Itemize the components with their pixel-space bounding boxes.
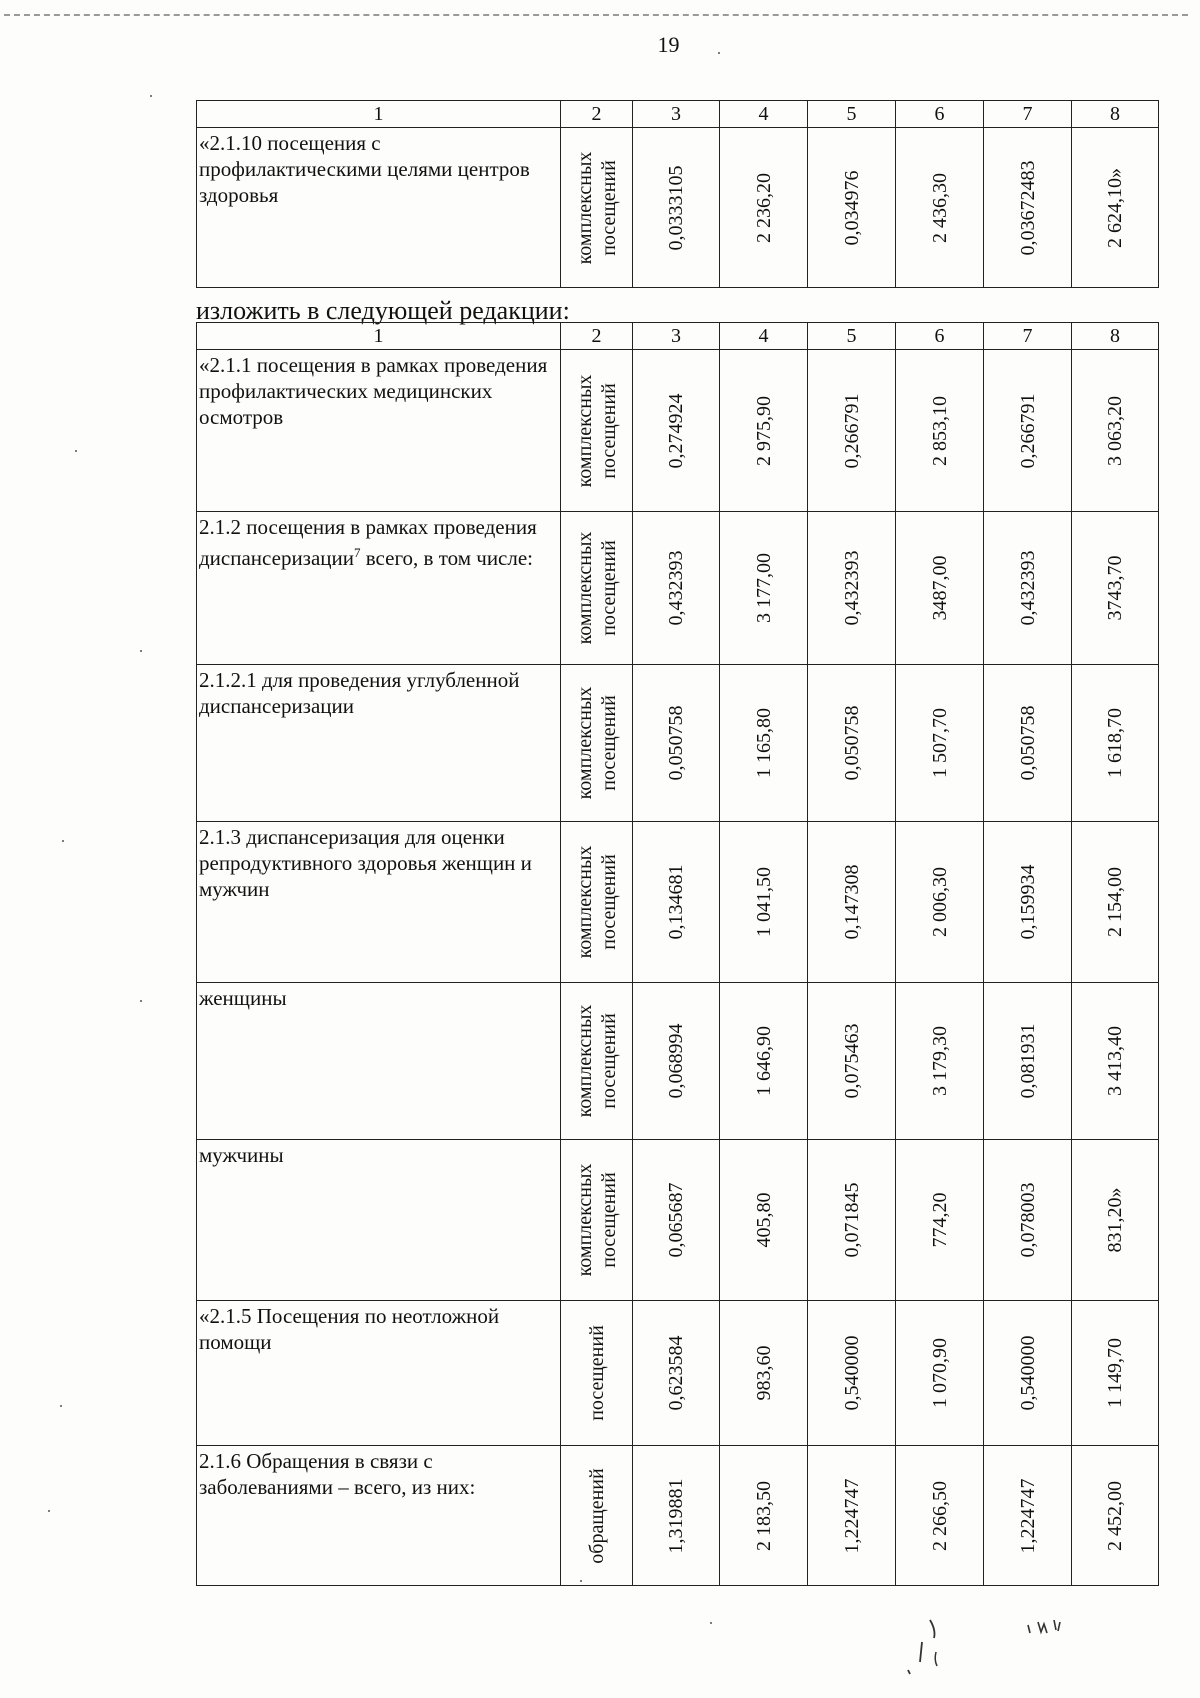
value-text: 0,540000 xyxy=(1016,1335,1039,1411)
value-cell xyxy=(633,822,720,983)
value-cell xyxy=(984,983,1072,1140)
header-cell: 1 xyxy=(197,323,561,350)
unit-cell xyxy=(561,1446,633,1586)
value-cell xyxy=(984,1301,1072,1446)
header-cell: 4 xyxy=(720,101,808,128)
unit-label: посещений xyxy=(585,1325,608,1421)
value-text: 0,034976 xyxy=(840,170,863,245)
value-cell xyxy=(720,822,808,983)
unit-cell xyxy=(561,1301,633,1446)
scan-speck xyxy=(48,1510,50,1512)
value-text: 0,159934 xyxy=(1016,864,1039,940)
scan-speck xyxy=(140,1000,142,1002)
scan-speck xyxy=(580,1580,582,1582)
value-text: 2 452,00 xyxy=(1104,1480,1126,1551)
header-cell: 7 xyxy=(984,323,1072,350)
value-cell xyxy=(633,128,720,288)
value-cell xyxy=(1072,822,1159,983)
unit-label: комплексных посещений xyxy=(573,531,620,645)
unit-label: комплексных посещений xyxy=(573,151,620,264)
value-cell xyxy=(808,1140,896,1301)
row-name: женщины xyxy=(197,983,561,1140)
value-cell xyxy=(633,665,720,822)
unit-cell xyxy=(561,350,633,512)
row-name-tail: всего, в том числе: xyxy=(360,546,534,570)
value-text: 2 853,10 xyxy=(928,395,951,466)
table-row xyxy=(197,512,1159,665)
value-cell xyxy=(896,665,984,822)
value-cell xyxy=(984,1140,1072,1301)
value-cell xyxy=(896,1446,984,1586)
new-table-header-row xyxy=(197,323,1159,350)
value-text: 1 070,90 xyxy=(928,1338,951,1408)
value-cell xyxy=(984,665,1072,822)
value-text: 0,050758 xyxy=(665,705,687,781)
value-text: 2 236,20 xyxy=(752,172,775,243)
value-text: 3 413,40 xyxy=(1104,1026,1126,1096)
value-cell xyxy=(1072,128,1159,288)
value-text: 0,540000 xyxy=(840,1335,863,1411)
header-cell: 6 xyxy=(896,101,984,128)
footnote-marker: 7 xyxy=(354,545,361,560)
value-cell xyxy=(633,1140,720,1301)
header-cell: 8 xyxy=(1072,101,1159,128)
value-text: 0,075463 xyxy=(840,1023,863,1099)
row-name: 2.1.3 диспансеризация для оценки репродуктивного здоровья женщин и мужчин xyxy=(197,822,561,983)
value-cell xyxy=(808,665,896,822)
value-cell xyxy=(984,822,1072,983)
value-text: 0,03672483 xyxy=(1016,160,1039,255)
value-cell xyxy=(633,1446,720,1586)
value-text: 0,266791 xyxy=(1016,393,1039,468)
scan-speck xyxy=(62,840,64,842)
header-cell: 3 xyxy=(633,323,720,350)
value-cell xyxy=(633,1301,720,1446)
value-text: 0,050758 xyxy=(840,705,863,781)
value-cell xyxy=(720,665,808,822)
row-name: 2.1.6 Обращения в связи с заболеваниями – всего, из них: xyxy=(197,1446,561,1586)
value-cell xyxy=(896,822,984,983)
value-text: 0,274924 xyxy=(665,393,687,468)
value-text: 0,065687 xyxy=(665,1182,687,1258)
header-cell: 7 xyxy=(984,101,1072,128)
value-cell xyxy=(720,1446,808,1586)
header-cell: 5 xyxy=(808,101,896,128)
header-cell: 4 xyxy=(720,323,808,350)
table-row xyxy=(197,983,1159,1140)
value-text: 2 436,30 xyxy=(928,172,951,243)
table-row xyxy=(197,1301,1159,1446)
value-text: 0,432393 xyxy=(1016,550,1039,626)
value-cell xyxy=(896,350,984,512)
scan-speck xyxy=(60,1405,62,1407)
value-cell xyxy=(720,1140,808,1301)
header-cell: 3 xyxy=(633,101,720,128)
value-text: 1,224747 xyxy=(1016,1478,1039,1553)
row-name: «2.1.1 посещения в рамках проведения профилактических медицинских осмотров xyxy=(197,350,561,512)
scan-speck xyxy=(140,650,142,652)
unit-cell xyxy=(561,128,633,288)
scan-speck xyxy=(710,1622,712,1624)
value-cell xyxy=(1072,1446,1159,1586)
value-cell xyxy=(1072,512,1159,665)
header-cell: 5 xyxy=(808,323,896,350)
value-text: 0,432393 xyxy=(840,550,863,626)
unit-cell xyxy=(561,822,633,983)
page-top-border xyxy=(4,14,1188,16)
value-text: 2 006,30 xyxy=(928,867,951,937)
new-table xyxy=(196,322,1159,1586)
page-number: 19 xyxy=(657,32,680,57)
header-cell: 8 xyxy=(1072,323,1159,350)
value-text: 0,050758 xyxy=(1016,705,1039,781)
table-row xyxy=(197,665,1159,822)
value-text: 1 149,70 xyxy=(1104,1338,1126,1408)
value-text: 2 624,10» xyxy=(1104,167,1126,248)
value-cell xyxy=(808,512,896,665)
unit-label: комплексных посещений xyxy=(573,845,620,959)
value-text: 831,20» xyxy=(1104,1187,1126,1253)
value-text: 1 646,90 xyxy=(752,1026,775,1096)
value-text: 0,266791 xyxy=(840,393,863,468)
value-cell xyxy=(896,128,984,288)
value-text: 1 507,70 xyxy=(928,708,951,778)
value-cell xyxy=(896,1301,984,1446)
row-name: «2.1.5 Посещения по неотложной помощи xyxy=(197,1301,561,1446)
value-text: 0,081931 xyxy=(1016,1023,1039,1099)
value-text: 983,60 xyxy=(752,1345,775,1401)
row-name xyxy=(197,512,561,665)
value-cell xyxy=(808,350,896,512)
value-text: 3743,70 xyxy=(1104,555,1126,621)
value-cell xyxy=(984,128,1072,288)
value-cell xyxy=(896,1140,984,1301)
unit-label: комплексных посещений xyxy=(573,374,620,487)
value-text: 0,0333105 xyxy=(665,165,687,250)
value-cell xyxy=(984,350,1072,512)
value-text: 0,432393 xyxy=(665,550,687,626)
value-cell xyxy=(984,1446,1072,1586)
scan-speck xyxy=(718,52,720,54)
table-row xyxy=(197,350,1159,512)
old-table-header-row xyxy=(197,101,1159,128)
unit-cell xyxy=(561,1140,633,1301)
table-row xyxy=(197,1446,1159,1586)
value-text: 2 183,50 xyxy=(752,1480,775,1551)
value-text: 1,319881 xyxy=(665,1478,687,1553)
header-cell: 1 xyxy=(197,101,561,128)
value-text: 1,224747 xyxy=(840,1478,863,1553)
value-text: 0,623584 xyxy=(665,1335,687,1411)
row-name: «2.1.10 посещения с профилактическими целями центров здоровья xyxy=(197,128,561,288)
row-name: 2.1.2.1 для проведения углубленной диспансеризации xyxy=(197,665,561,822)
value-cell xyxy=(808,983,896,1140)
value-text: 2 154,00 xyxy=(1104,867,1126,937)
header-cell: 2 xyxy=(561,101,633,128)
value-text: 0,068994 xyxy=(665,1023,687,1099)
table-row xyxy=(197,128,1159,288)
value-text: 0,071845 xyxy=(840,1182,863,1258)
row-name: мужчины xyxy=(197,1140,561,1301)
value-cell xyxy=(720,1301,808,1446)
value-cell xyxy=(633,350,720,512)
value-text: 2 266,50 xyxy=(928,1480,951,1551)
header-cell: 6 xyxy=(896,323,984,350)
unit-label: комплексных посещений xyxy=(573,686,620,800)
scan-speck xyxy=(150,95,152,97)
value-cell xyxy=(720,512,808,665)
value-text: 1 165,80 xyxy=(752,708,775,778)
value-text: 1 041,50 xyxy=(752,867,775,937)
value-cell xyxy=(1072,1301,1159,1446)
value-cell xyxy=(1072,350,1159,512)
value-cell xyxy=(808,1446,896,1586)
value-text: 3 063,20 xyxy=(1104,395,1126,466)
value-text: 3487,00 xyxy=(928,555,951,621)
table-row xyxy=(197,1140,1159,1301)
value-text: 1 618,70 xyxy=(1104,708,1126,778)
value-text: 0,147308 xyxy=(840,864,863,940)
value-cell xyxy=(1072,983,1159,1140)
unit-label: обращений xyxy=(585,1467,608,1564)
value-cell xyxy=(896,983,984,1140)
unit-label: комплексных посещений xyxy=(573,1004,620,1118)
scan-speck xyxy=(75,450,77,452)
handwritten-initials xyxy=(900,1600,1140,1690)
value-text: 0,078003 xyxy=(1016,1182,1039,1258)
table-row xyxy=(197,822,1159,983)
unit-cell xyxy=(561,665,633,822)
value-text: 3 177,00 xyxy=(752,553,775,623)
value-cell xyxy=(1072,1140,1159,1301)
value-text: 0,134681 xyxy=(665,864,687,940)
row-name-text: 2.1.2 посещения в рамках проведения диспансеризации xyxy=(199,515,537,570)
value-cell xyxy=(720,350,808,512)
unit-cell xyxy=(561,983,633,1140)
redaction-instruction: изложить в следующей редакции: xyxy=(196,296,570,325)
value-cell xyxy=(984,512,1072,665)
value-cell xyxy=(808,1301,896,1446)
value-text: 2 975,90 xyxy=(752,395,775,466)
old-table xyxy=(196,100,1159,288)
value-text: 3 179,30 xyxy=(928,1026,951,1096)
header-cell: 2 xyxy=(561,323,633,350)
value-cell xyxy=(1072,665,1159,822)
value-text: 405,80 xyxy=(752,1192,775,1248)
value-cell xyxy=(808,128,896,288)
value-cell xyxy=(896,512,984,665)
value-cell xyxy=(808,822,896,983)
value-cell xyxy=(633,983,720,1140)
value-cell xyxy=(633,512,720,665)
unit-label: комплексных посещений xyxy=(573,1163,620,1277)
value-cell xyxy=(720,128,808,288)
unit-cell xyxy=(561,512,633,665)
value-cell xyxy=(720,983,808,1140)
value-text: 774,20 xyxy=(928,1192,951,1248)
